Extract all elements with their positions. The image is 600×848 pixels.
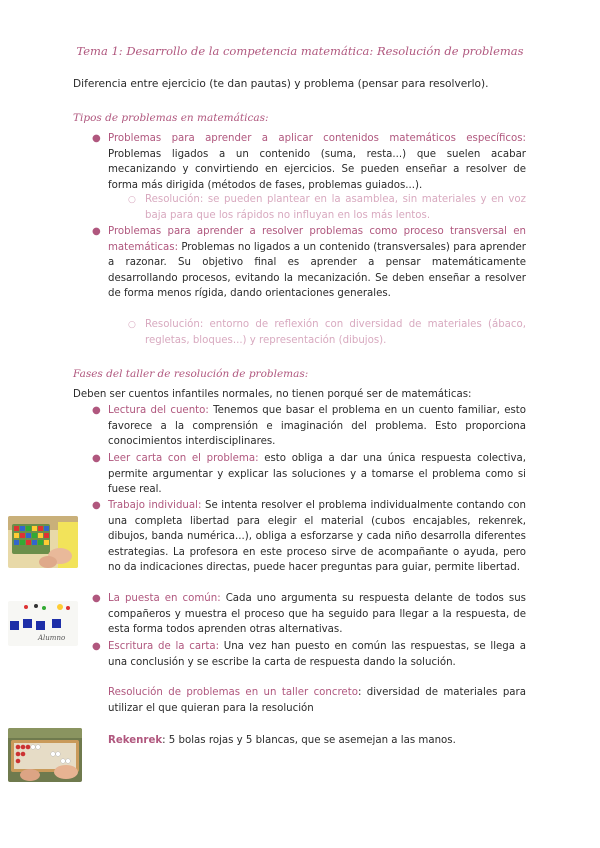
bullet-icon: ● xyxy=(92,593,101,604)
intro-text: Diferencia entre ejercicio (te dan pautas) y problema (pensar para resolverlo). xyxy=(73,78,489,90)
rekenrek-text: : 5 bolas rojas y 5 blancas, que se asemejan a las manos. xyxy=(162,735,456,746)
rekenrek-photo xyxy=(8,728,82,782)
rekenrek-description xyxy=(108,733,526,749)
bullet-icon: ● xyxy=(92,453,101,464)
phase-reading xyxy=(108,403,526,450)
phase-individual xyxy=(108,498,526,576)
document-title: Tema 1: Desarrollo de la competencia matemática: Resolución de problemas xyxy=(76,44,524,58)
section1-heading: Tipos de problemas en matemáticas: xyxy=(73,112,269,124)
type1-text: Problemas ligados a un contenido (suma, resta...) que suelen acabar mecanizando y convirtiendo en ejercicios. Se pueden enseñar a resolver de forma más dirigida (métodos de fases, problemas guiados...). xyxy=(108,148,526,191)
type2-resolution: Resolución: entorno de reflexión con diversidad de materiales (ábaco, regletas, bloques...) y representación (dibujos). xyxy=(145,319,526,346)
phase-reading-text: Tenemos que basar el problema en un cuento familiar, esto favorece a la comprensión e imaginación del problema. Esto proporciona conocimientos interdisciplinares. xyxy=(108,405,527,448)
phase-letter-lead: Leer carta con el problema: xyxy=(108,453,259,464)
phase-letter-text: esto obliga a dar una única respuesta colectiva, permite argumentar y explicar las soluciones y a tomarse el problema como si fuese real. xyxy=(108,453,526,496)
type1-resolution: Resolución: se pueden plantear en la asamblea, sin materiales y en voz baja para que los rápidos no influyan en los más lentos. xyxy=(145,194,526,221)
type2-text: Problemas no ligados a un contenido (transversales) para aprender a razonar. Su objetivo final es aprender a pensar matemáticamente desarrollando procesos, evitando la mecanización. Se deben enseñar a resolver de forma menos rígida, dando orientaciones generales. xyxy=(108,241,526,300)
rekenrek-lead: Rekenrek xyxy=(108,735,163,746)
list-item-type2 xyxy=(108,224,526,302)
concrete-lead: Resolución de problemas en un taller concreto xyxy=(108,687,358,698)
phase-individual-text: Se intenta resolver el problema individualmente contando con una completa libertad para elegir el material (cubos encajables, rekenrek, dibujos, banda numérica...), obliga a esforzarse y cada niño desarrolla diferentes estrategias. La profesora en este proceso sirve de acompañante o ayuda, pero no da indicaciones directas, puede hacer preguntas para guiar, permite libertad. xyxy=(108,500,526,574)
phase-individual-lead: Trabajo individual: xyxy=(108,500,202,511)
bullet-icon: ● xyxy=(92,226,101,237)
phase-reading-lead: Lectura del cuento: xyxy=(108,405,209,416)
phase-sharing-text: Cada uno argumenta su respuesta delante de todos sus compañeros y muestra el proceso que ha seguido para llegar a la respuesta, de esta forma todos aprenden otras alternativas. xyxy=(108,593,526,636)
bullet-icon: ● xyxy=(92,500,101,511)
concrete-text: : diversidad de materiales para utilizar el que quieran para la resolución xyxy=(108,687,526,714)
drawing-photo xyxy=(8,601,78,646)
phase-letter xyxy=(108,451,526,498)
bullet-icon: ● xyxy=(92,133,101,144)
photo-caption: Alumno xyxy=(38,634,66,642)
bullet-icon: ● xyxy=(92,641,101,652)
type2-lead: Problemas para aprender a resolver problemas como proceso transversal en matemáticas: xyxy=(108,226,526,253)
type1-lead: Problemas para aprender a aplicar contenidos matemáticos específicos: xyxy=(108,133,526,144)
phase-sharing-lead: La puesta en común: xyxy=(108,593,221,604)
phase-writing-lead: Escritura de la carta: xyxy=(108,641,220,652)
concrete-workshop xyxy=(108,685,526,716)
sub-bullet-icon: ○ xyxy=(128,320,136,330)
section2-heading: Fases del taller de resolución de problemas: xyxy=(73,368,309,380)
cubes-photo xyxy=(8,516,78,568)
list-item-type1 xyxy=(108,131,526,193)
phase-writing-text: Una vez han puesto en común las respuestas, se llega a una conclusión y se escribe la carta de respuesta dando la solución. xyxy=(108,641,526,668)
bullet-icon: ● xyxy=(92,405,101,416)
phase-sharing xyxy=(108,591,526,638)
sub-bullet-icon: ○ xyxy=(128,195,136,205)
section2-intro: Deben ser cuentos infantiles normales, no tienen porqué ser de matemáticas: xyxy=(73,389,472,400)
phase-writing xyxy=(108,639,526,670)
